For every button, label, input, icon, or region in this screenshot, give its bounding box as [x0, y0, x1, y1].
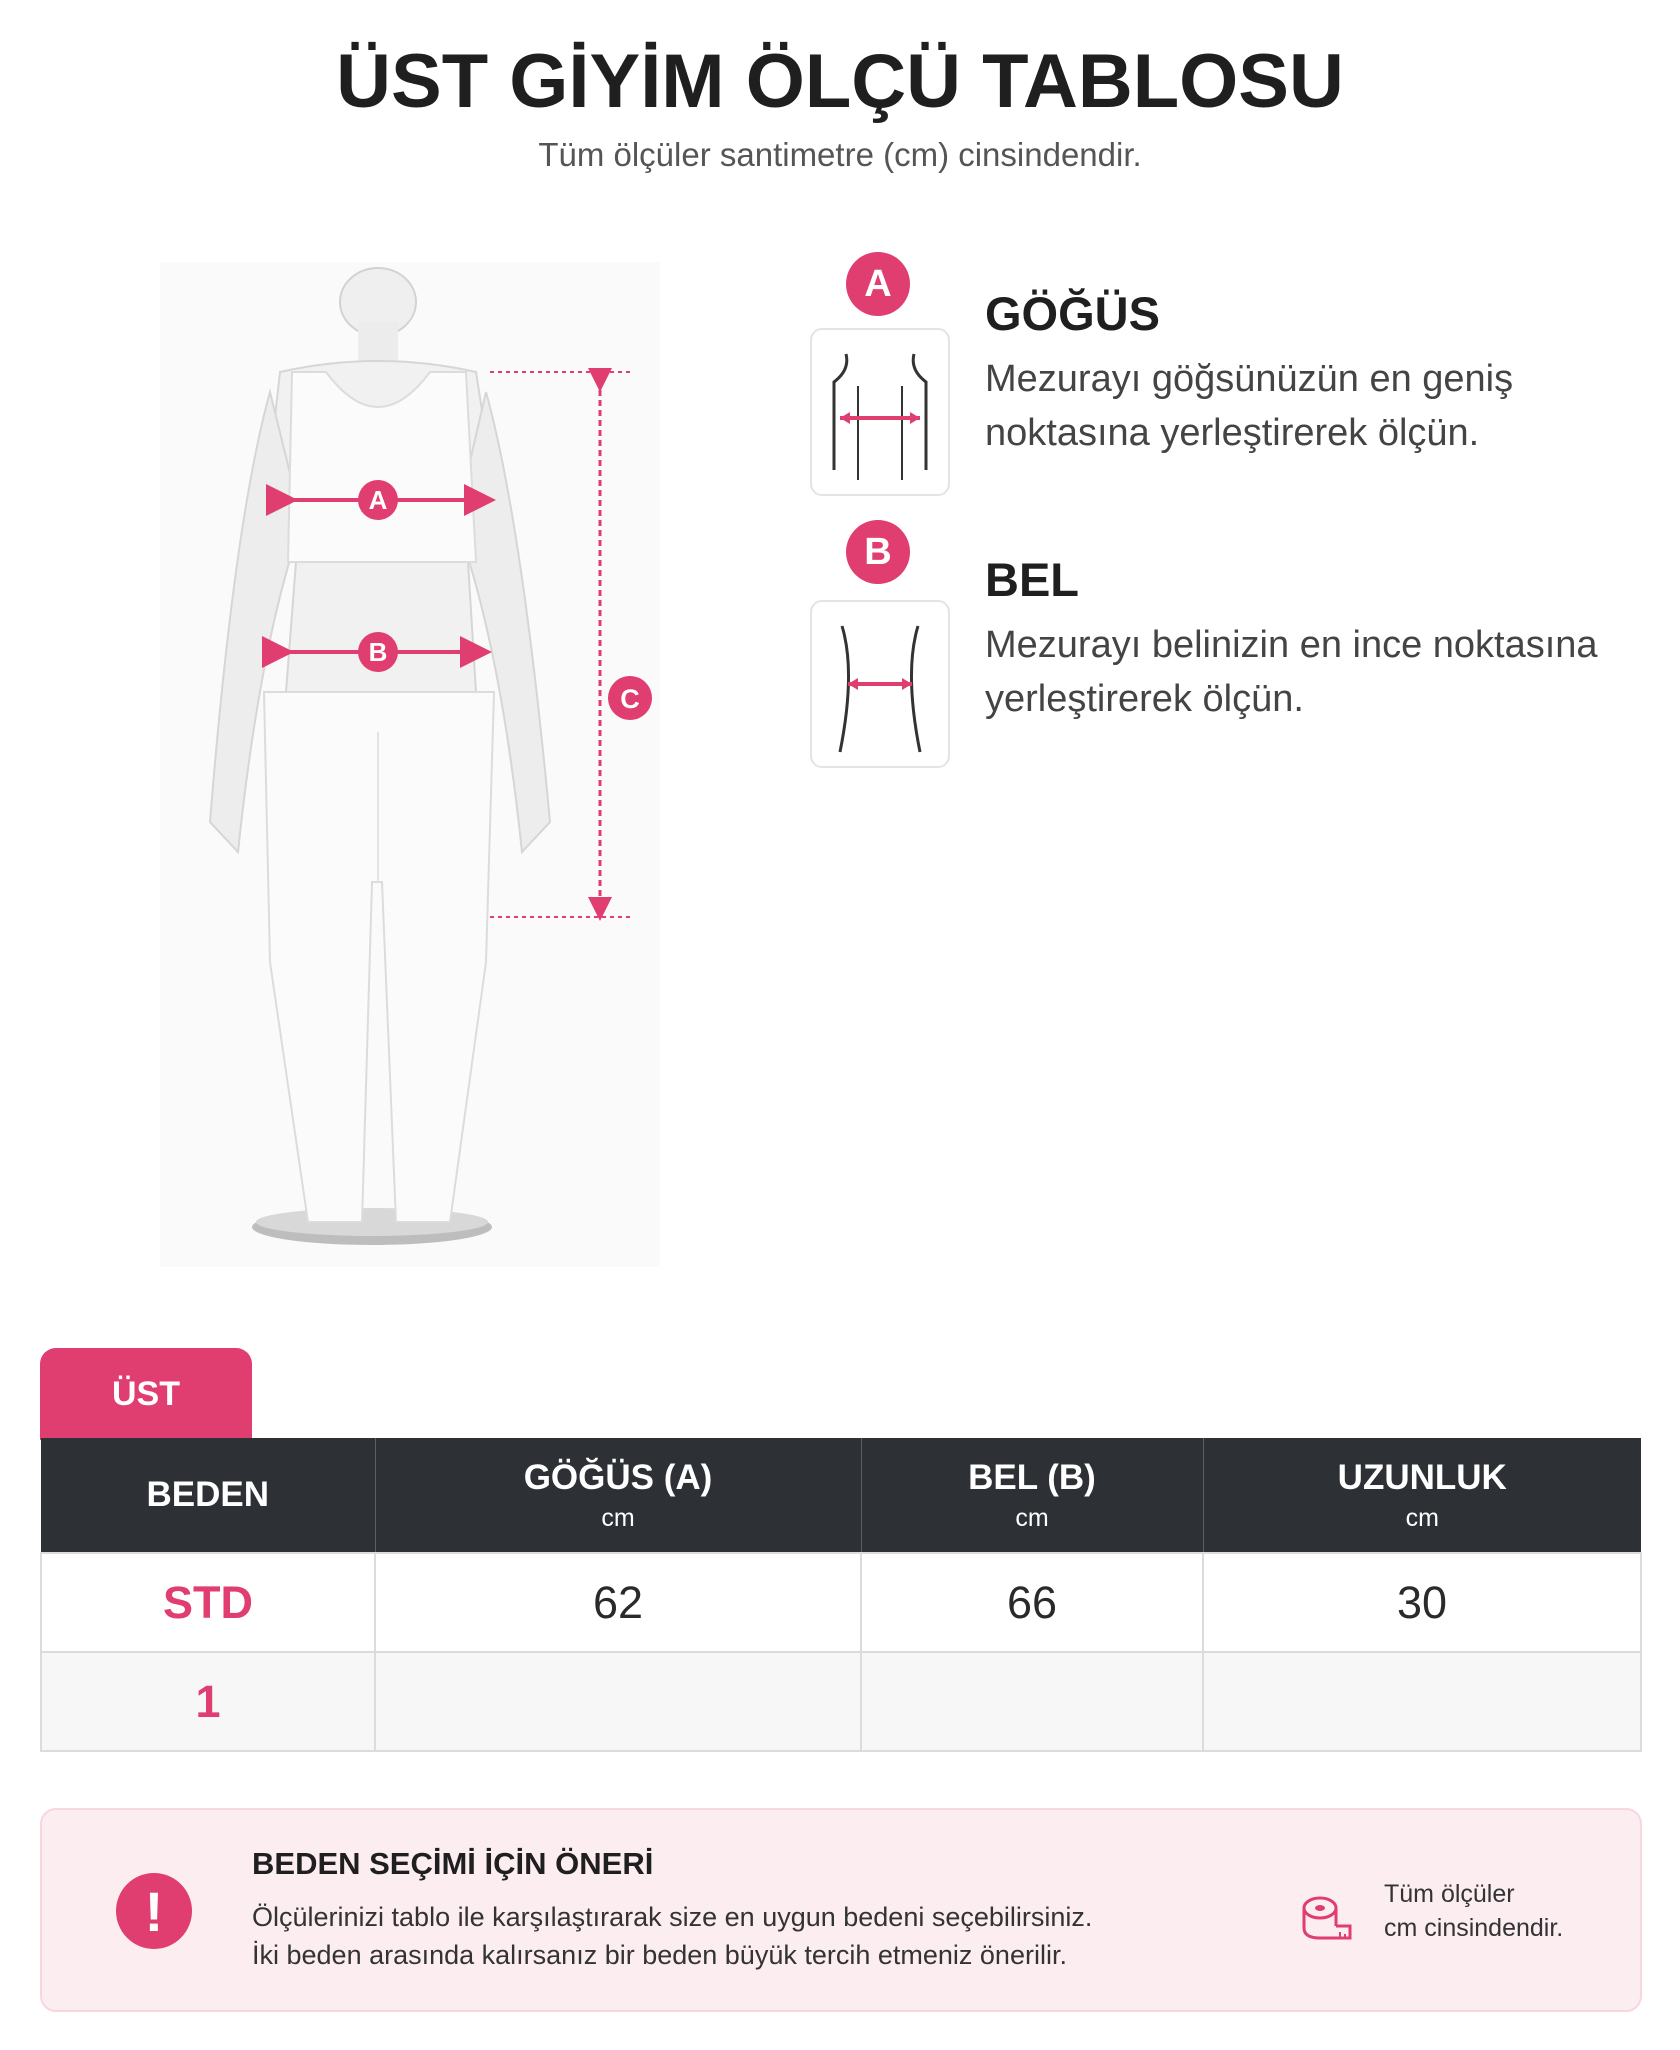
waist-measure-icon — [810, 600, 950, 768]
chest-measure-icon — [810, 328, 950, 496]
note-line: Tüm ölçüler — [1384, 1880, 1515, 1908]
measure-desc-gogus — [985, 352, 1665, 460]
label-b: B — [368, 637, 388, 667]
table-row — [41, 1553, 1641, 1652]
table-row — [41, 1652, 1641, 1751]
size-table — [40, 1438, 1642, 1752]
badge-b: B — [846, 520, 910, 584]
tape-measure-icon — [1298, 1890, 1354, 1946]
label-a: A — [368, 485, 388, 515]
advice-title: BEDEN SEÇİMİ İÇİN ÖNERİ — [252, 1846, 654, 1881]
warning-icon: ! — [116, 1873, 192, 1949]
measure-desc-bel — [985, 618, 1665, 726]
mannequin-illustration — [150, 262, 690, 1272]
header-unit: cm — [1015, 1503, 1049, 1532]
cell-gogus — [375, 1652, 861, 1751]
header-label: BEDEN — [146, 1475, 270, 1514]
tab-ust[interactable]: ÜST — [40, 1348, 252, 1440]
cell-uzunluk — [1203, 1652, 1641, 1751]
cell-bel — [861, 1652, 1203, 1751]
measure-title-gogus: GÖĞÜS — [985, 287, 1160, 340]
cell-bel: 66 — [861, 1553, 1203, 1652]
cell-size: STD — [41, 1553, 375, 1652]
badge-a: A — [846, 252, 910, 316]
header-uzunluk — [1203, 1438, 1641, 1553]
page-title: ÜST GİYİM ÖLÇÜ TABLOSU — [336, 39, 1344, 124]
advice-line: Ölçülerinizi tablo ile karşılaştırarak size en uygun bedeni seçebilirsiniz. — [252, 1902, 1093, 1932]
page-subtitle: Tüm ölçüler santimetre (cm) cinsindendir. — [538, 136, 1142, 173]
advice-line: İki beden arasında kalırsanız bir beden büyük tercih etmeniz önerilir. — [252, 1940, 1067, 1970]
advice-box — [40, 1808, 1642, 2012]
header-unit: cm — [1405, 1503, 1439, 1532]
header-beden — [41, 1438, 375, 1553]
header-gogus — [375, 1438, 861, 1553]
header-label: GÖĞÜS (A) — [523, 1457, 713, 1497]
desc-line: yerleştirerek ölçün. — [985, 678, 1304, 720]
measure-title-bel: BEL — [985, 553, 1079, 606]
header-label: UZUNLUK — [1337, 1457, 1507, 1497]
desc-line: noktasına yerleştirerek ölçün. — [985, 412, 1480, 454]
desc-line: Mezurayı göğsünüzün en geniş — [985, 358, 1514, 400]
header-unit: cm — [601, 1503, 635, 1532]
cell-gogus: 62 — [375, 1553, 861, 1652]
header-bel — [861, 1438, 1203, 1553]
desc-line: Mezurayı belinizin en ince noktasına — [985, 624, 1598, 666]
label-c: C — [620, 684, 640, 714]
cell-uzunluk: 30 — [1203, 1553, 1641, 1652]
header-label: BEL (B) — [968, 1457, 1096, 1497]
cell-size: 1 — [41, 1652, 375, 1751]
table-header-row — [41, 1438, 1641, 1553]
note-line: cm cinsindendir. — [1384, 1914, 1564, 1942]
